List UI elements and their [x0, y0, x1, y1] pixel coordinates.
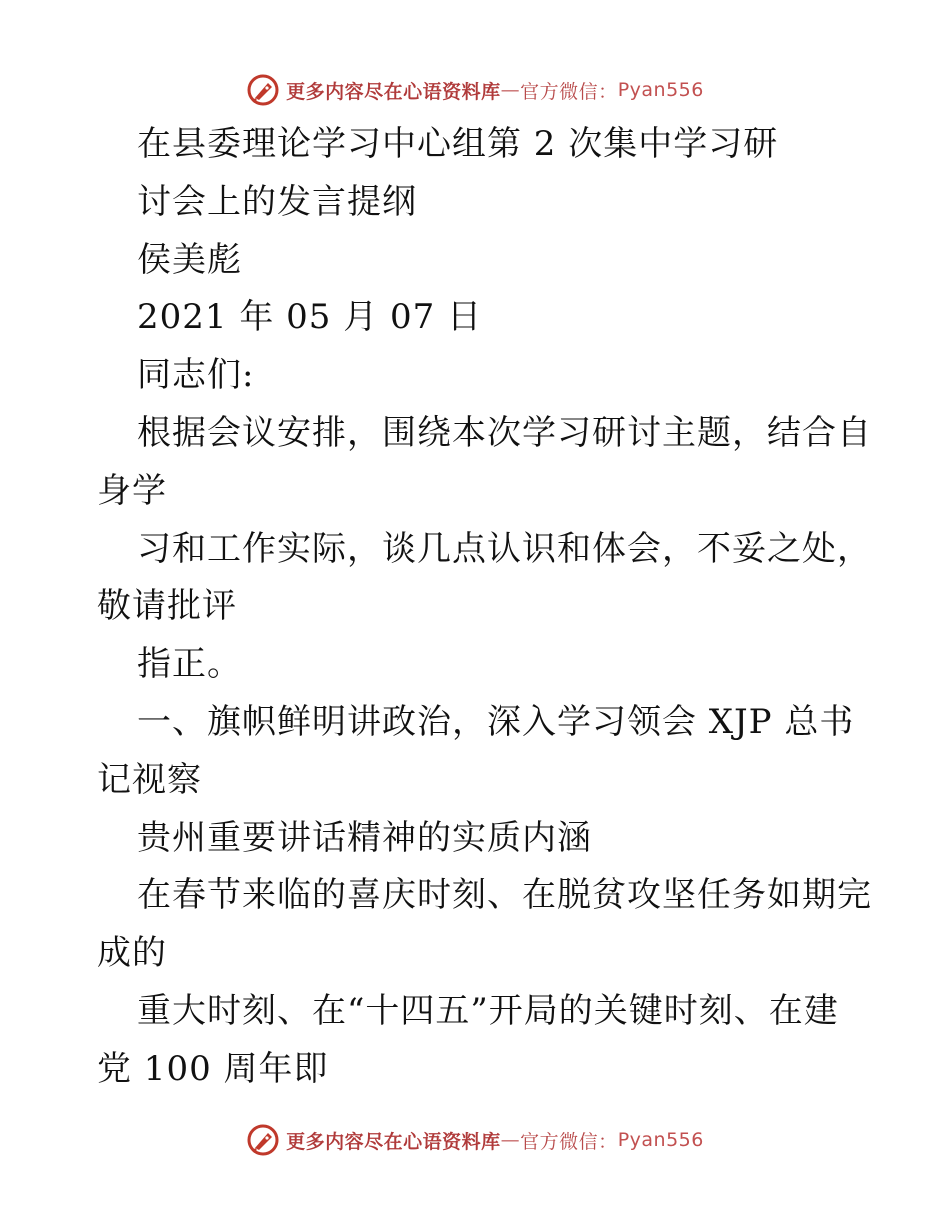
- banner-contact-id: Pyan556: [617, 1129, 704, 1151]
- banner-contact-label: 官方微信：: [520, 80, 618, 103]
- text-line: 在县委理论学习中心组第 2 次集中学习研: [137, 124, 779, 164]
- text-line: 重大时刻、在“十四五”开局的关键时刻、在建: [137, 990, 839, 1031]
- banner-contact-label: 官方微信：: [520, 1130, 618, 1153]
- text-line: 指正。: [137, 644, 242, 685]
- text-line: 贵州重要讲话精神的实质内涵: [137, 817, 592, 858]
- banner-separator: —: [500, 79, 521, 101]
- pen-nib-logo-icon: [246, 1123, 280, 1157]
- banner-contact-id: Pyan556: [617, 79, 704, 101]
- text-line: 身学: [97, 470, 167, 511]
- text-line: 讨会上的发言提纲: [137, 181, 417, 222]
- banner-separator: —: [500, 1129, 521, 1151]
- text-line: 记视察: [97, 759, 202, 800]
- text-line: 同志们:: [137, 355, 255, 396]
- banner-main-text: 更多内容尽在心语资料库: [286, 1130, 501, 1153]
- pen-nib-logo-icon: [246, 73, 280, 107]
- document-body: [97, 116, 872, 1099]
- text-line: 在春节来临的喜庆时刻、在脱贫攻坚任务如期完: [137, 875, 872, 916]
- text-line: 党 100 周年即: [97, 1048, 329, 1089]
- text-line: 2021 年 05 月 07 日: [137, 297, 483, 338]
- footer-banner: [0, 1120, 950, 1160]
- text-line: 一、旗帜鲜明讲政治，深入学习领会 XJP 总书: [137, 701, 855, 742]
- text-line: 侯美彪: [137, 239, 242, 280]
- text-line: 习和工作实际，谈几点认识和体会，不妥之处，: [137, 528, 872, 569]
- text-line: 根据会议安排，围绕本次学习研讨主题，结合自: [137, 412, 872, 453]
- text-line: 成的: [97, 933, 167, 974]
- text-line: 敬请批评: [97, 586, 237, 627]
- header-banner: [0, 70, 950, 110]
- banner-main-text: 更多内容尽在心语资料库: [286, 80, 501, 103]
